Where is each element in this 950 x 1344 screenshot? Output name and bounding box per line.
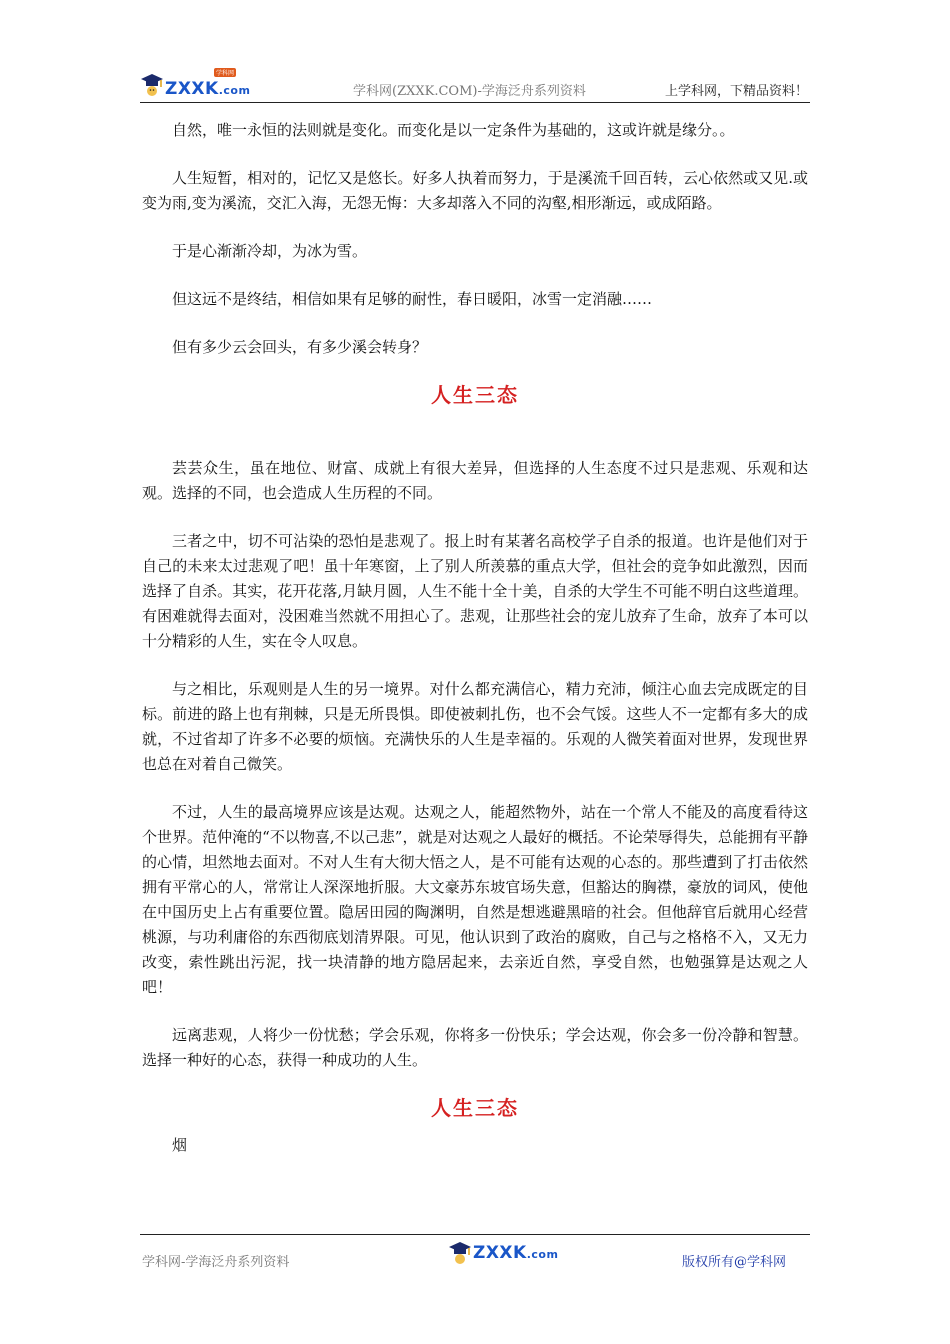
footer-copyright: 版权所有@学科网 (681, 1255, 786, 1270)
header-slogan: 上学科网，下精品资料！ (664, 84, 808, 99)
paragraph: 芸芸众生，虽在地位、财富、成就上有很大差异，但选择的人生态度不过只是悲观、乐观和达观。选择的不同，也会造成人生历程的不同。 (142, 459, 808, 502)
paragraph: 不过，人生的最高境界应该是达观。达观之人，能超然物外，站在一个常人不能及的高度看待这个世界。范仲淹的“不以物喜,不以己悲”，就是对达观之人最好的概括。不论荣辱得失，总能拥有平静的心情，坦然地去面对。不对人生有大彻大悟之人，是不可能有达观的心态的。那些遭到了打击依然拥有平常心的人，常常让人深深地折服。大文豪苏东坡官场失意，但豁达的胸襟，豪放的词风，使他在中国历史上占有重要位置。隐居田园的陶渊明，自然是想逃避黑暗的社会。但他辞官后就用心经营桃源，与功利庸俗的东西彻底划清界限。可见，他认识到了政治的腐败，自己与之格格不入，又无力改变，索性跳出污泥，找一块清静的地方隐居起来，去亲近自然，享受自然，也勉强算是达观之人吧！ (142, 803, 808, 996)
section-title: 人生三态 (431, 383, 519, 407)
logo-text: ZXXK.com (473, 1242, 559, 1263)
paragraph: 三者之中，切不可沾染的恐怕是悲观了。报上时有某著名高校学子自杀的报道。也许是他们对于自己的未来太过悲观了吧！虽十年寒窗，上了别人所羡慕的重点大学，但社会的竞争如此激烈，因而选择了自杀。其实，花开花落,月缺月圆，人生不能十全十美，自杀的大学生不可能不明白这些道理。有困难就得去面对，没困难当然就不用担心了。悲观，让那些社会的宠儿放弃了生命，放弃了本可以十分精彩的人生，实在令人叹息。 (142, 532, 808, 650)
footer-logo[interactable] (448, 1241, 558, 1265)
graduation-cap-icon (140, 72, 164, 98)
logo-text: ZXXK.com (165, 79, 251, 99)
section-title: 人生三态 (431, 1096, 519, 1120)
paragraph: 自然，唯一永恒的法则就是变化。而变化是以一定条件为基础的，这或许就是缘分。。 (172, 121, 735, 139)
header-site-title: 学科网(ZXXK.COM)-学海泛舟系列资料 (353, 84, 586, 99)
paragraph: 烟 (172, 1136, 188, 1154)
paragraph: 但有多少云会回头，有多少溪会转身？ (172, 338, 428, 356)
logo-badge: 学科网 (216, 70, 235, 77)
paragraph: 与之相比，乐观则是人生的另一境界。对什么都充满信心，精力充沛，倾注心血去完成既定的目标。前进的路上也有荆棘，只是无所畏惧。即使被刺扎伤，也不会气馁。这些人不一定都有多大的成就，不过省却了许多不必要的烦恼。充满快乐的人生是幸福的。乐观的人微笑着面对世界，发现世界也总在对着自己微笑。 (142, 680, 808, 773)
paragraph: 人生短暂，相对的，记忆又是悠长。好多人执着而努力，于是溪流千回百转，云心依然或又见.或变为雨,变为溪流，交汇入海，无怨无悔：大多却落入不同的沟壑,相形渐远，或成陌路。 (142, 169, 808, 212)
footer-site-name: 学科网-学海泛舟系列资料 (142, 1255, 290, 1270)
document-body (142, 118, 808, 1181)
graduation-cap-icon (448, 1240, 472, 1266)
paragraph: 于是心渐渐冷却，为冰为雪。 (172, 242, 368, 260)
zxxk-logo[interactable] (140, 68, 250, 98)
paragraph: 远离悲观，人将少一份忧愁；学会乐观，你将多一份快乐；学会达观，你会多一份冷静和智慧。选择一种好的心态，获得一种成功的人生。 (142, 1026, 808, 1069)
paragraph: 但这远不是终结，相信如果有足够的耐性，春日暖阳，冰雪一定消融…… (172, 290, 653, 308)
page-footer (140, 1234, 810, 1269)
page-header (140, 66, 810, 103)
